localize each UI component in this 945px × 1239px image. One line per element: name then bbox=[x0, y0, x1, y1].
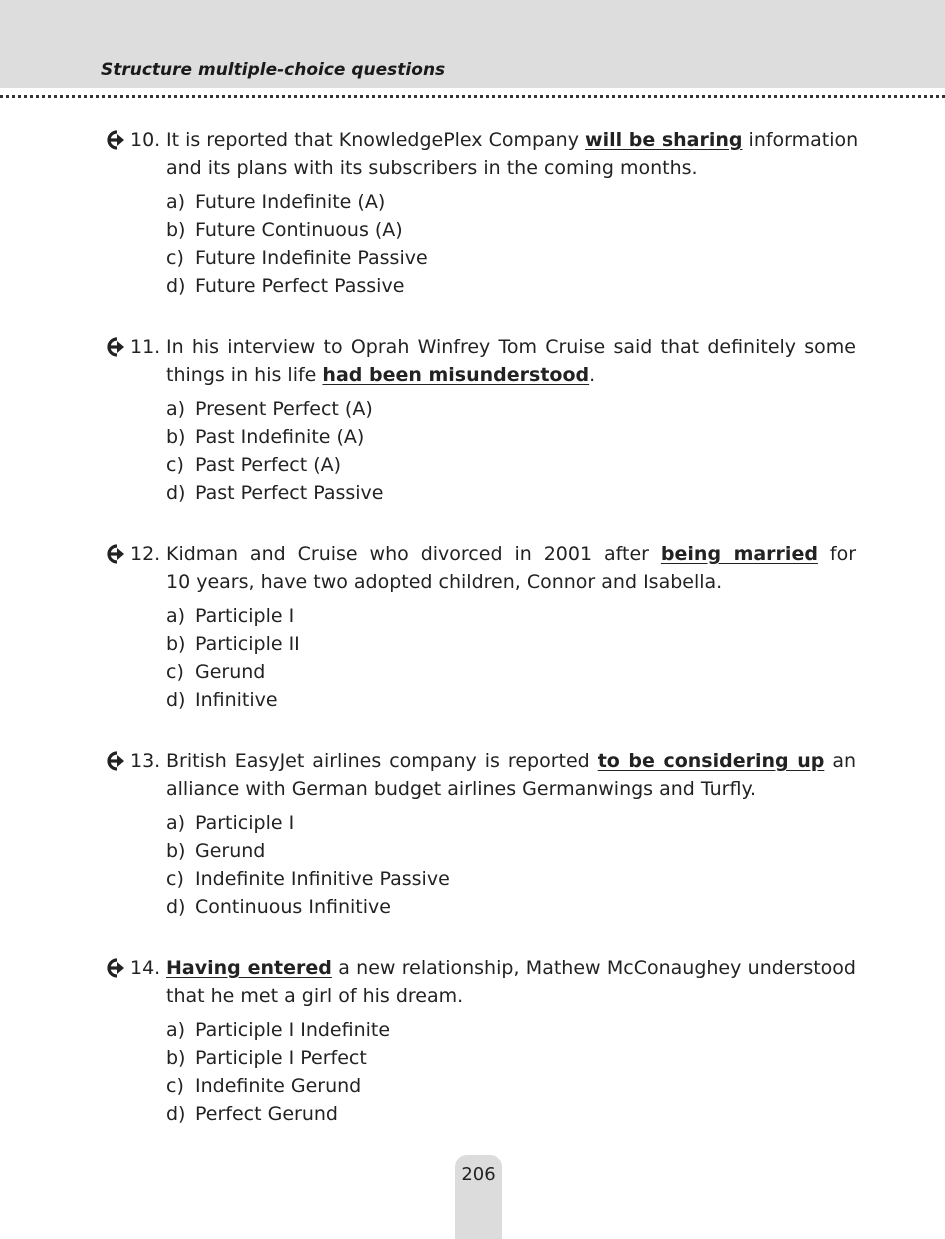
answer-option: b) Past Indefinite (A) bbox=[166, 426, 365, 448]
question-text-line: alliance with German budget airlines Germanwings and Turfly. bbox=[166, 778, 757, 800]
answer-option: c) Indefinite Infinitive Passive bbox=[166, 868, 450, 890]
answer-option: d) Past Perfect Passive bbox=[166, 482, 384, 504]
answer-option: d) Infinitive bbox=[166, 689, 278, 711]
answer-option: a) Participle I Indefinite bbox=[166, 1019, 391, 1041]
answer-option: b) Participle II bbox=[166, 633, 300, 655]
question-text-line: British EasyJet airlines company is reported to be considering up an bbox=[166, 750, 857, 772]
answer-option: d) Continuous Infinitive bbox=[166, 896, 391, 918]
question-number: 12. bbox=[130, 543, 161, 565]
answer-option: a) Participle I bbox=[166, 605, 295, 627]
answer-option: a) Future Indefinite (A) bbox=[166, 191, 386, 213]
arrow-bullet-icon bbox=[103, 336, 125, 358]
answer-option: d) Perfect Gerund bbox=[166, 1103, 338, 1125]
question-text-line: and its plans with its subscribers in the coming months. bbox=[166, 157, 698, 179]
arrow-bullet-icon bbox=[103, 750, 125, 772]
answer-option: d) Future Perfect Passive bbox=[166, 275, 405, 297]
question-number: 11. bbox=[130, 336, 161, 358]
question-text-line: things in his life had been misunderstood. bbox=[166, 364, 596, 386]
highlighted-phrase: to be considering up bbox=[597, 750, 825, 772]
highlighted-phrase: will be sharing bbox=[585, 129, 743, 151]
dotted-divider bbox=[0, 95, 945, 98]
arrow-bullet-icon bbox=[103, 957, 125, 979]
answer-option: c) Indefinite Gerund bbox=[166, 1075, 362, 1097]
answer-option: a) Participle I bbox=[166, 812, 295, 834]
answer-option: c) Gerund bbox=[166, 661, 266, 683]
section-title: Structure multiple-choice questions bbox=[101, 60, 446, 80]
arrow-bullet-icon bbox=[103, 543, 125, 565]
arrow-bullet-icon bbox=[103, 129, 125, 151]
question-text-line: 10 years, have two adopted children, Connor and Isabella. bbox=[166, 571, 723, 593]
highlighted-phrase: had been misunderstood bbox=[322, 364, 590, 386]
question-number: 13. bbox=[130, 750, 161, 772]
highlighted-phrase: Having entered bbox=[166, 957, 332, 979]
question-text-line: that he met a girl of his dream. bbox=[166, 985, 464, 1007]
question-text-line: Having entered a new relationship, Mathew McConaughey understood bbox=[166, 957, 856, 979]
answer-option: a) Present Perfect (A) bbox=[166, 398, 373, 420]
question-text-line: In his interview to Oprah Winfrey Tom Cruise said that definitely some bbox=[166, 336, 856, 358]
page-number: 206 bbox=[461, 1164, 496, 1185]
question-text-line: It is reported that KnowledgePlex Company will be sharing information bbox=[166, 129, 859, 151]
question-number: 10. bbox=[130, 129, 161, 151]
answer-option: b) Participle I Perfect bbox=[166, 1047, 367, 1069]
answer-option: c) Future Indefinite Passive bbox=[166, 247, 428, 269]
answer-option: c) Past Perfect (A) bbox=[166, 454, 342, 476]
answer-option: b) Future Continuous (A) bbox=[166, 219, 403, 241]
highlighted-phrase: being married bbox=[660, 543, 818, 565]
answer-option: b) Gerund bbox=[166, 840, 266, 862]
question-number: 14. bbox=[130, 957, 161, 979]
question-text-line: Kidman and Cruise who divorced in 2001 after being married for bbox=[166, 543, 857, 565]
